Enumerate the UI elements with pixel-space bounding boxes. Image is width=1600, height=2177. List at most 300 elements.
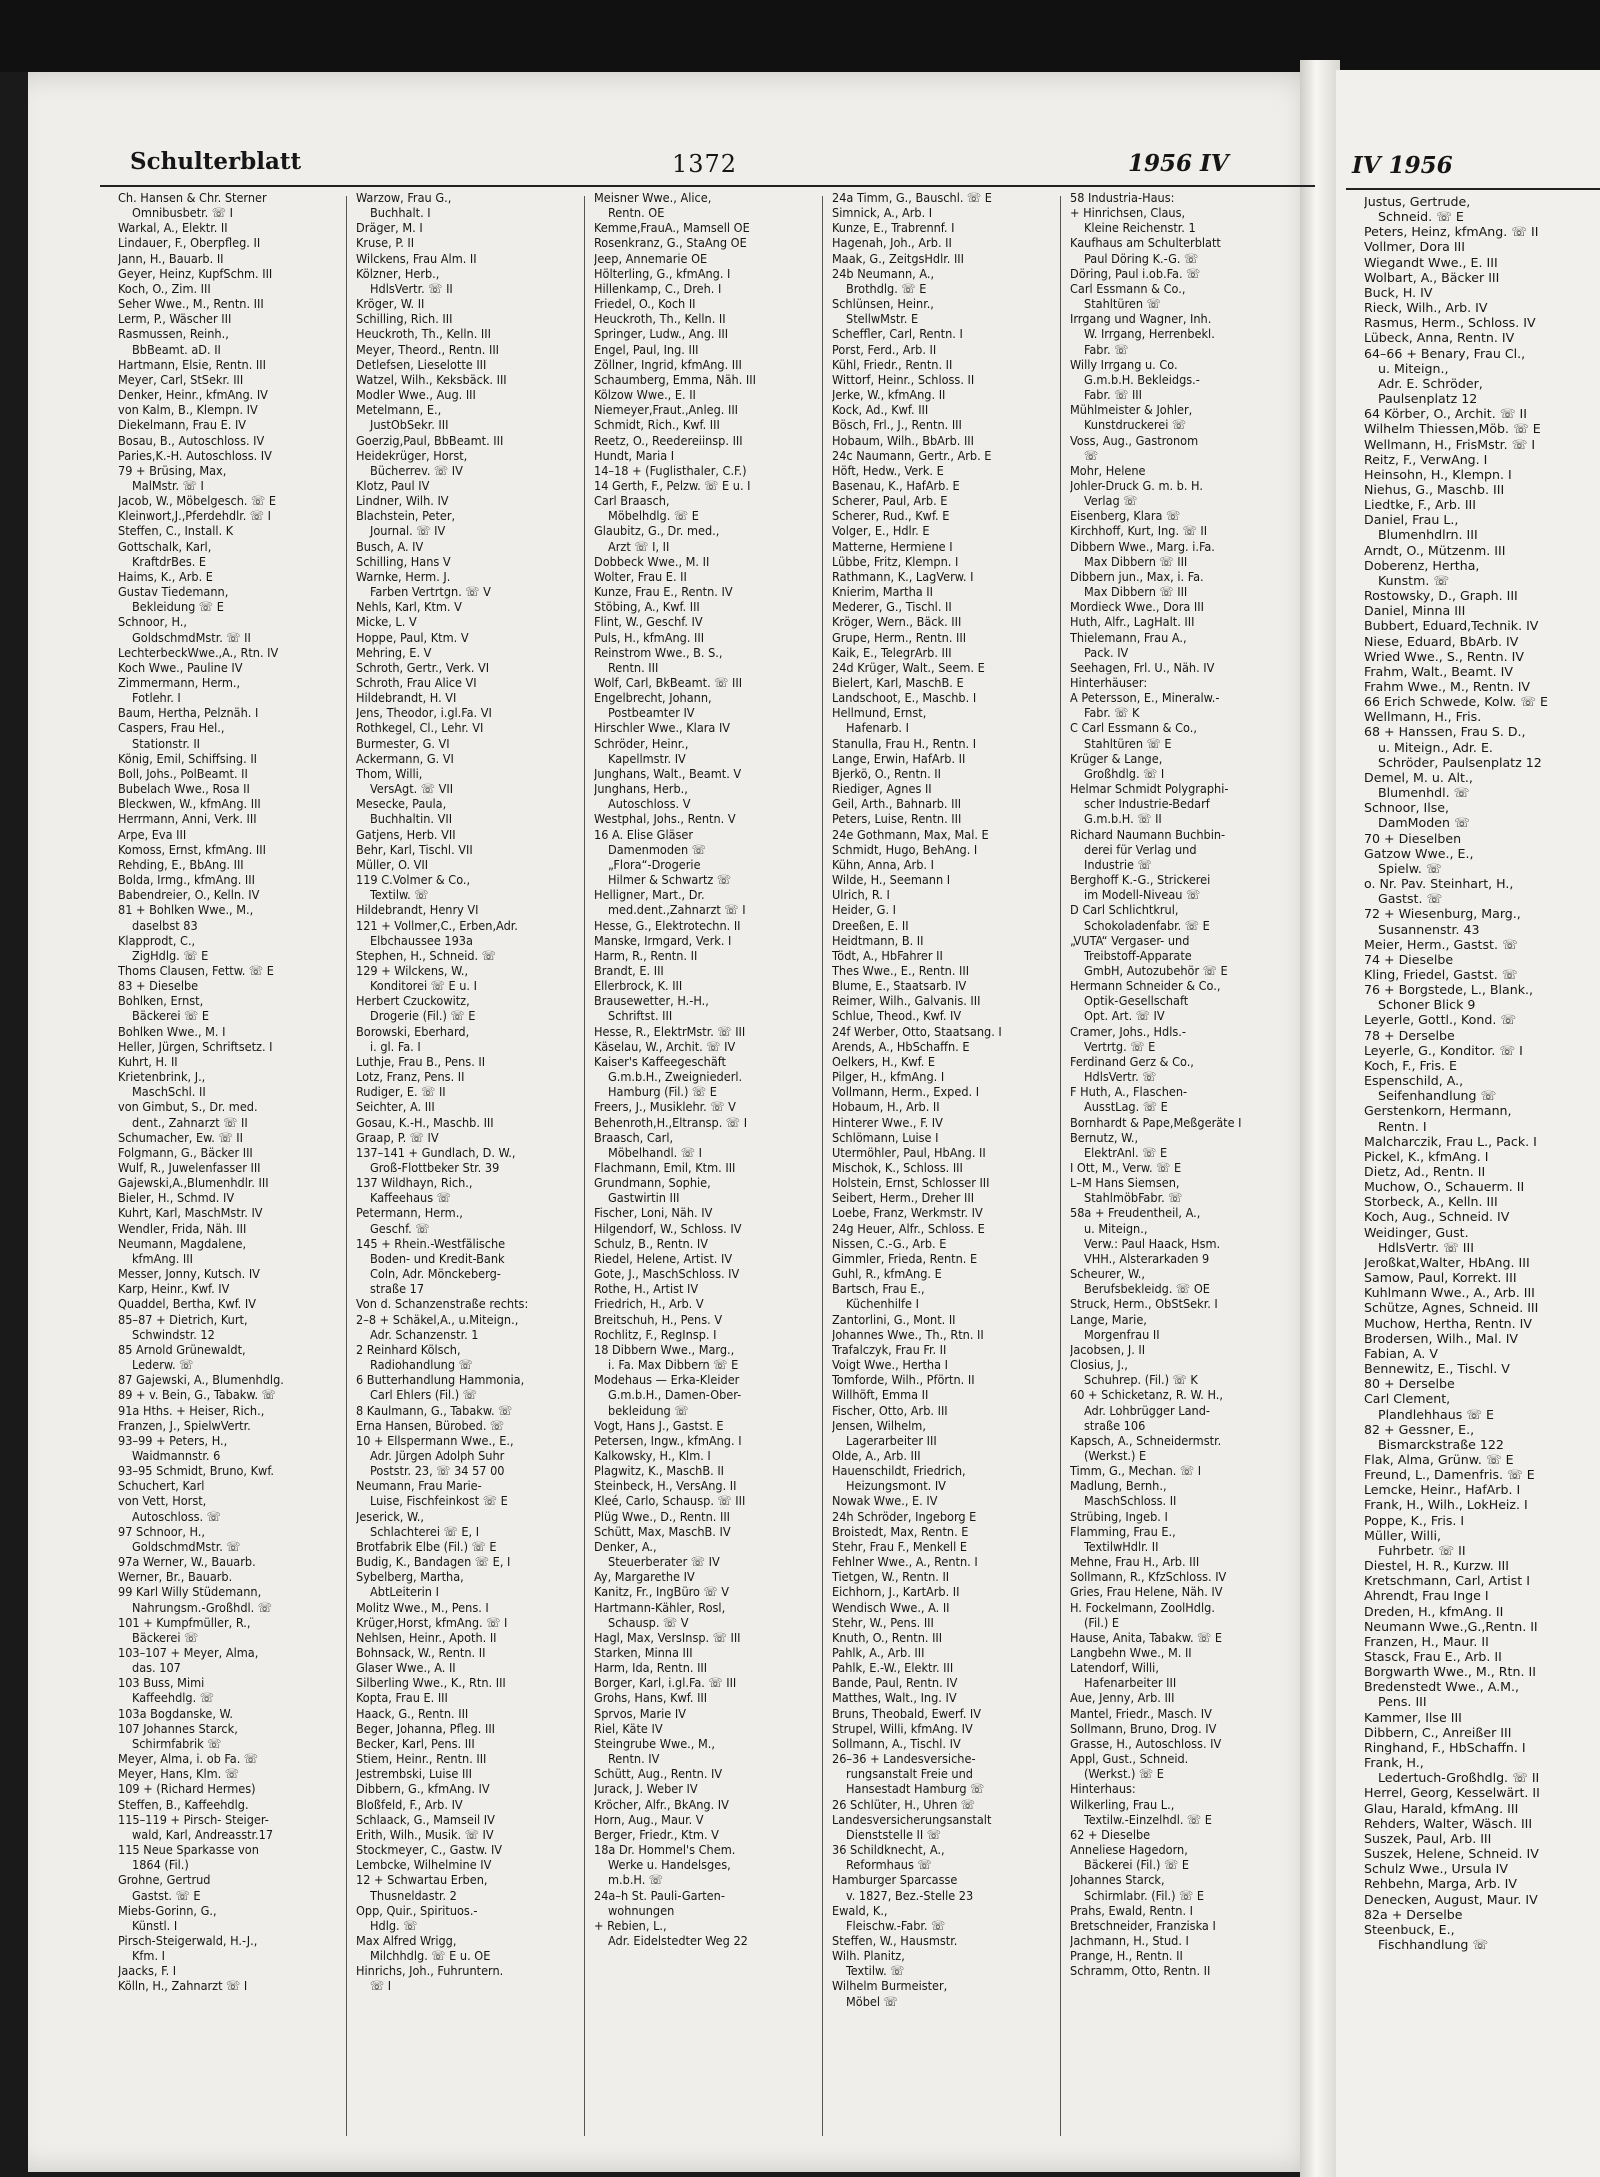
directory-entry: Hirschler Wwe., Klara IV bbox=[594, 720, 731, 736]
directory-entry: Frank, H., Wilh., LokHeiz. I bbox=[1364, 1497, 1528, 1513]
directory-entry: derei für Verlag und bbox=[1084, 841, 1197, 857]
directory-entry: Geschf. ☏ bbox=[370, 1220, 430, 1236]
directory-entry: Lemcke, Heinr., HafArb. I bbox=[1364, 1482, 1521, 1498]
directory-entry: Huth, Alfr., LagHalt. III bbox=[1070, 614, 1195, 630]
directory-entry: Dreden, H., kfmAng. II bbox=[1364, 1603, 1504, 1619]
directory-entry: Elbchaussee 193a bbox=[370, 932, 473, 948]
directory-entry: Freund, L., Damenfris. ☏ E bbox=[1364, 1467, 1535, 1483]
directory-entry: Strupel, Willi, kfmAng. IV bbox=[832, 1720, 973, 1736]
directory-entry: Hansestadt Hamburg ☏ bbox=[846, 1781, 985, 1797]
directory-entry: Gustav Tiedemann, bbox=[118, 584, 229, 600]
directory-entry: Borger, Karl, i.gl.Fa. ☏ III bbox=[594, 1675, 737, 1691]
directory-entry: Madlung, Bernh., bbox=[1070, 1478, 1167, 1494]
directory-entry: Kuhrt, Karl, MaschMstr. IV bbox=[118, 1205, 263, 1221]
directory-entry: Höft, Hedw., Verk. E bbox=[832, 462, 944, 478]
directory-entry: Schröder, Paulsenplatz 12 bbox=[1378, 754, 1542, 770]
directory-entry: Modler Wwe., Aug. III bbox=[356, 387, 476, 403]
directory-entry: Broistedt, Max, Rentn. E bbox=[832, 1523, 969, 1539]
directory-entry: G.m.b.H., Zweigniederl. bbox=[608, 1069, 743, 1085]
directory-entry: Kapellmstr. IV bbox=[608, 750, 686, 766]
directory-entry: bekleidung ☏ bbox=[608, 1402, 689, 1418]
directory-entry: Klotz, Paul IV bbox=[356, 477, 430, 493]
directory-entry: Friedel, O., Koch II bbox=[594, 296, 696, 312]
directory-entry: Kaiser's Kaffeegeschäft bbox=[594, 1053, 726, 1069]
directory-entry: 97a Werner, W., Bauarb. bbox=[118, 1554, 256, 1570]
directory-entry: Cramer, Johs., Hdls.- bbox=[1070, 1023, 1186, 1039]
directory-entry: Appl, Gust., Schneid. bbox=[1070, 1751, 1189, 1767]
directory-entry: 87 Gajewski, A., Blumenhdlg. bbox=[118, 1372, 284, 1388]
directory-entry: Bäckerei (Fil.) ☏ E bbox=[1084, 1857, 1189, 1873]
directory-entry: das. 107 bbox=[132, 1660, 181, 1676]
directory-entry: Puls, H., kfmAng. III bbox=[594, 629, 705, 645]
directory-entry: Eisenberg, Klara ☏ bbox=[1070, 508, 1181, 524]
directory-entry: Kling, Friedel, Gastst. ☏ bbox=[1364, 966, 1518, 982]
directory-entry: Bekleidung ☏ E bbox=[132, 599, 224, 615]
directory-entry: 26–36 + Landesversiche- bbox=[832, 1751, 976, 1767]
directory-entry: König, Emil, Schiffsing. II bbox=[118, 750, 257, 766]
directory-entry: Stasck, Frau E., Arb. II bbox=[1364, 1649, 1502, 1664]
directory-entry: ZigHdlg. ☏ E bbox=[132, 947, 209, 963]
directory-entry: Kleé, Carlo, Schausp. ☏ III bbox=[594, 1493, 746, 1509]
directory-entry: Paulsenplatz 12 bbox=[1378, 391, 1478, 407]
directory-entry: 121 + Vollmer,C., Erben,Adr. bbox=[356, 917, 518, 933]
directory-entry: Leyerle, Gottl., Kond. ☏ bbox=[1364, 1012, 1517, 1028]
directory-entry: Dienststelle II ☏ bbox=[846, 1826, 942, 1842]
directory-entry: Steffen, C., Install. K bbox=[118, 523, 234, 539]
directory-entry: Erna Hansen, Bürobed. ☏ bbox=[356, 1417, 505, 1433]
directory-entry: Gastwirtin III bbox=[608, 1190, 680, 1206]
directory-entry: G.m.b.H. Bekleidgs.- bbox=[1084, 371, 1200, 387]
directory-entry: Brodersen, Wilh., Mal. IV bbox=[1364, 1330, 1519, 1346]
directory-entry: Hafenarbeiter III bbox=[1084, 1675, 1177, 1691]
directory-entry: Bismarckstraße 122 bbox=[1378, 1436, 1504, 1452]
directory-entry: Hinrichs, Joh., Fuhruntern. bbox=[356, 1963, 504, 1979]
directory-entry: TextilwHdlr. II bbox=[1084, 1538, 1159, 1554]
directory-entry: Franzen, J., SpielwVertr. bbox=[118, 1417, 251, 1433]
directory-entry: Kaffeehdlg. ☏ bbox=[132, 1690, 214, 1706]
directory-entry: VHH., Alsterarkaden 9 bbox=[1084, 1250, 1210, 1266]
directory-entry: Westphal, Johs., Rentn. V bbox=[594, 811, 736, 827]
directory-entry: 91a Hths. + Heiser, Rich., bbox=[118, 1402, 265, 1418]
directory-entry: Herbert Czuckowitz, bbox=[356, 993, 470, 1009]
directory-entry: Textilw. ☏ bbox=[370, 887, 429, 903]
directory-entry: DamModen ☏ bbox=[1378, 815, 1470, 831]
directory-entry: im Modell-Niveau ☏ bbox=[1084, 887, 1201, 903]
directory-column-2 bbox=[356, 190, 572, 2150]
column-divider bbox=[346, 196, 347, 2136]
directory-entry: Bernutz, W., bbox=[1070, 1129, 1139, 1145]
directory-entry: Kopta, Frau E. III bbox=[356, 1690, 448, 1706]
directory-entry: Blumenhdlrn. III bbox=[1378, 527, 1478, 543]
directory-entry: Voss, Aug., Gastronom bbox=[1070, 432, 1199, 448]
directory-entry: Borgwarth Wwe., M., Rtn. II bbox=[1364, 1664, 1536, 1680]
directory-entry: Haack, G., Rentn. III bbox=[356, 1705, 469, 1721]
directory-entry: Petersen, Ingw., kfmAng. I bbox=[594, 1432, 742, 1448]
directory-entry: Willhöft, Emma II bbox=[832, 1387, 929, 1403]
directory-entry: Neumann, Frau Marie- bbox=[356, 1478, 482, 1494]
directory-entry: Burmester, G. VI bbox=[356, 735, 450, 751]
directory-entry: Mehring, E. V bbox=[356, 644, 432, 660]
directory-entry: Seichter, A. III bbox=[356, 1099, 435, 1115]
directory-entry: Mühlmeister & Johler, bbox=[1070, 402, 1193, 418]
directory-entry: Schmidt, Rich., Kwf. III bbox=[594, 417, 720, 433]
directory-entry: Steuerberater ☏ IV bbox=[608, 1554, 720, 1570]
directory-entry: VersAgt. ☏ VII bbox=[370, 781, 454, 797]
directory-entry: Sollmann, A., Tischl. IV bbox=[832, 1735, 961, 1751]
directory-entry: Meyer, Hans, Klm. ☏ bbox=[118, 1766, 239, 1782]
directory-entry: 107 Johannes Starck, bbox=[118, 1720, 238, 1736]
directory-entry: Bieler, H., Schmd. IV bbox=[118, 1190, 235, 1206]
directory-entry: A Petersson, E., Mineralw.- bbox=[1070, 690, 1220, 706]
directory-entry: 24f Werber, Otto, Staatsang. I bbox=[832, 1023, 1002, 1039]
directory-entry: Freers, J., Musiklehr. ☏ V bbox=[594, 1099, 736, 1115]
directory-entry: Neumann, Magdalene, bbox=[118, 1235, 247, 1251]
directory-entry: 103 Buss, Mimi bbox=[118, 1675, 205, 1691]
directory-entry: Schirmlabr. (Fil.) ☏ E bbox=[1084, 1887, 1205, 1903]
directory-entry: Lederw. ☏ bbox=[132, 1357, 194, 1373]
directory-entry: Schokoladenfabr. ☏ E bbox=[1084, 917, 1210, 933]
directory-entry: 145 + Rhein.-Westfälische bbox=[356, 1235, 506, 1251]
directory-entry: Lange, Marie, bbox=[1070, 1311, 1147, 1327]
directory-entry: Samow, Paul, Korrekt. III bbox=[1364, 1270, 1517, 1286]
directory-entry: Heller, Jürgen, Schriftsetz. I bbox=[118, 1038, 273, 1054]
directory-entry: Franzen, H., Maur. II bbox=[1364, 1633, 1489, 1649]
directory-entry: 115 Neue Sparkasse von bbox=[118, 1842, 259, 1858]
directory-entry: Hinterhäuser: bbox=[1070, 675, 1148, 690]
directory-entry: Matterne, Hermiene I bbox=[832, 538, 953, 554]
directory-entry: Wilckens, Frau Alm. II bbox=[356, 250, 477, 266]
directory-entry: Pirsch-Steigerwald, H.-J., bbox=[118, 1932, 258, 1948]
directory-entry: Kaffeehaus ☏ bbox=[370, 1190, 451, 1206]
directory-entry: Schlue, Theod., Kwf. IV bbox=[832, 1008, 962, 1024]
directory-entry: Luise, Fischfeinkost ☏ E bbox=[370, 1493, 508, 1509]
directory-entry: Suszek, Paul, Arb. III bbox=[1364, 1830, 1492, 1846]
directory-entry: Großhdlg. ☏ I bbox=[1084, 765, 1165, 781]
directory-entry: Hesse, G., Elektrotechn. II bbox=[594, 917, 741, 933]
directory-entry: Kunstm. ☏ bbox=[1378, 572, 1450, 588]
directory-entry: Heider, G. I bbox=[832, 902, 896, 918]
directory-entry: ☏ bbox=[1084, 447, 1099, 463]
directory-entry: 115–119 + Pirsch- Steiger- bbox=[118, 1811, 269, 1827]
directory-entry: Lindauer, F., Oberpfleg. II bbox=[118, 235, 261, 251]
directory-entry: 24e Gothmann, Max, Mal. E bbox=[832, 826, 989, 842]
directory-entry: Nissen, C.-G., Arb. E bbox=[832, 1235, 947, 1251]
directory-entry: Berghoff K.-G., Strickerei bbox=[1070, 872, 1211, 888]
directory-entry: Gastst. ☏ E bbox=[132, 1887, 201, 1903]
column-divider bbox=[822, 196, 823, 2136]
directory-entry: Morgenfrau II bbox=[1084, 1326, 1160, 1342]
directory-entry: MalMstr. ☏ I bbox=[132, 477, 204, 493]
directory-entry: Koch, F., Fris. E bbox=[1364, 1057, 1458, 1073]
directory-entry: Waidmannstr. 6 bbox=[132, 1447, 221, 1463]
directory-entry: Manske, Irmgard, Verk. I bbox=[594, 932, 732, 948]
directory-entry: Bloßfeld, F., Arb. IV bbox=[356, 1796, 463, 1812]
directory-entry: Seehagen, Frl. U., Näh. IV bbox=[1070, 659, 1215, 675]
directory-entry: Gastst. ☏ bbox=[1378, 891, 1443, 907]
directory-entry: Konditorei ☏ E u. I bbox=[370, 978, 477, 994]
directory-entry: Textilw.-Einzelhdl. ☏ E bbox=[1084, 1811, 1212, 1827]
directory-entry: Meier, Herm., Gastst. ☏ bbox=[1364, 936, 1518, 952]
directory-entry: Ch. Hansen & Chr. Sterner bbox=[118, 190, 267, 205]
directory-entry: Jaacks, F. I bbox=[118, 1963, 177, 1979]
directory-entry: Schlachterei ☏ E, I bbox=[370, 1523, 480, 1539]
directory-entry: straße 17 bbox=[370, 1281, 425, 1297]
directory-entry: Simnick, A., Arb. I bbox=[832, 205, 933, 221]
directory-entry: Poppe, K., Fris. I bbox=[1364, 1512, 1465, 1528]
directory-entry: Küchenhilfe I bbox=[846, 1296, 919, 1312]
directory-entry: 83 + Dieselbe bbox=[118, 978, 199, 994]
directory-entry: Fabr. ☏ K bbox=[1084, 705, 1140, 721]
directory-entry: Blumenhdl. ☏ bbox=[1378, 785, 1470, 801]
directory-entry: Mantel, Friedr., Masch. IV bbox=[1070, 1705, 1212, 1721]
directory-entry: Lindner, Wilh. IV bbox=[356, 493, 449, 509]
directory-entry: Fischer, Loni, Näh. IV bbox=[594, 1205, 713, 1221]
directory-entry: Schnoor, Ilse, bbox=[1364, 800, 1450, 816]
directory-entry: Arends, A., HbSchaffn. E bbox=[832, 1038, 970, 1054]
directory-entry: u. Miteign., bbox=[1378, 360, 1449, 376]
directory-entry: Scheffler, Carl, Rentn. I bbox=[832, 326, 963, 342]
directory-entry: Wellmann, H., Fris. bbox=[1364, 709, 1482, 725]
directory-entry: Schriftst. III bbox=[608, 1008, 673, 1024]
directory-entry: Meisner Wwe., Alice, bbox=[594, 190, 712, 205]
directory-entry: Hilmer & Schwartz ☏ bbox=[608, 872, 732, 888]
directory-entry: 109 + (Richard Hermes) bbox=[118, 1781, 256, 1797]
directory-entry: Luthje, Frau B., Pens. II bbox=[356, 1053, 486, 1069]
directory-entry: Sybelberg, Martha, bbox=[356, 1569, 464, 1585]
directory-entry: Herrmann, Anni, Verk. III bbox=[118, 811, 257, 827]
directory-entry: Rathmann, K., LagVerw. I bbox=[832, 568, 974, 584]
directory-entry: Meyer, Theord., Rentn. III bbox=[356, 341, 499, 357]
directory-entry: GoldschmdMstr. ☏ II bbox=[132, 629, 251, 645]
directory-entry: Detlefsen, Lieselotte III bbox=[356, 356, 487, 372]
directory-entry: Bubbert, Eduard,Technik. IV bbox=[1364, 618, 1539, 634]
directory-entry: 82 + Gessner, E., bbox=[1364, 1421, 1475, 1437]
directory-entry: 2 Reinhard Kölsch, bbox=[356, 1341, 461, 1357]
directory-entry: Peters, Heinz, kfmAng. ☏ II bbox=[1364, 224, 1539, 240]
directory-entry: Jacobsen, J. II bbox=[1070, 1341, 1146, 1357]
directory-entry: 79 + Brüsing, Max, bbox=[118, 462, 227, 478]
directory-entry: Bjerkö, O., Rentn. II bbox=[832, 765, 941, 781]
directory-entry: Fehlner Wwe., A., Rentn. I bbox=[832, 1554, 978, 1570]
directory-entry: Stehr, Frau F., Menkell E bbox=[832, 1538, 967, 1554]
directory-entry: 103–107 + Meyer, Alma, bbox=[118, 1645, 259, 1660]
directory-entry: Thes Wwe., E., Rentn. III bbox=[832, 962, 970, 978]
directory-entry: Schuhrep. (Fil.) ☏ K bbox=[1084, 1372, 1198, 1388]
directory-entry: Jann, H., Bauarb. II bbox=[118, 250, 224, 266]
directory-entry: Johannes Starck, bbox=[1070, 1872, 1165, 1888]
directory-entry: Kröger, Wern., Bäck. III bbox=[832, 614, 962, 630]
directory-entry: Quaddel, Bertha, Kwf. IV bbox=[118, 1296, 256, 1312]
directory-entry: 80 + Derselbe bbox=[1364, 1376, 1455, 1392]
directory-entry: Fabian, A. V bbox=[1364, 1345, 1439, 1361]
directory-entry: 68 + Hanssen, Frau S. D., bbox=[1364, 724, 1526, 740]
directory-entry: Denker, Heinr., kfmAng. IV bbox=[118, 387, 268, 403]
directory-entry: Tietgen, W., Rentn. II bbox=[832, 1569, 950, 1585]
directory-entry: 24g Heuer, Alfr., Schloss. E bbox=[832, 1220, 985, 1236]
directory-entry: + Hinrichsen, Claus, bbox=[1070, 205, 1186, 221]
directory-entry: 8 Kaulmann, G., Tabakw. ☏ bbox=[356, 1402, 513, 1418]
directory-entry: Wilhelm Thiessen,Möb. ☏ E bbox=[1364, 421, 1541, 437]
directory-entry: 24b Neumann, A., bbox=[832, 265, 935, 281]
directory-entry: Thom, Willi, bbox=[356, 765, 423, 781]
directory-entry: Kaufhaus am Schulterblatt bbox=[1070, 235, 1221, 251]
directory-entry: Knierim, Martha II bbox=[832, 584, 933, 600]
directory-entry: Jerke, W., kfmAng. II bbox=[832, 387, 946, 403]
directory-entry: Groß-Flottbeker Str. 39 bbox=[370, 1160, 500, 1175]
directory-entry: Adr. Lohbrügger Land- bbox=[1084, 1402, 1210, 1418]
directory-entry: Paul Döring K.-G. ☏ bbox=[1084, 250, 1199, 266]
directory-entry: Möbel ☏ bbox=[846, 1993, 898, 2009]
directory-entry: Kemme,FrauA., Mamsell OE bbox=[594, 220, 750, 236]
directory-entry: LechterbeckWwe.,A., Rtn. IV bbox=[118, 644, 279, 660]
directory-entry: Rasmus, Herm., Schloss. IV bbox=[1364, 315, 1536, 331]
directory-entry: Fischhandlung ☏ bbox=[1378, 1936, 1489, 1952]
directory-entry: Mederer, G., Tischl. II bbox=[832, 599, 952, 615]
directory-entry: Kuhlmann Wwe., A., Arb. III bbox=[1364, 1285, 1535, 1301]
directory-entry: Rudiger, E. ☏ II bbox=[356, 1084, 446, 1100]
directory-entry: Rentn. IV bbox=[608, 1751, 660, 1767]
directory-entry: Engelbrecht, Johann, bbox=[594, 690, 712, 706]
directory-entry: Künstl. I bbox=[132, 1917, 178, 1933]
directory-entry: Graap, P. ☏ IV bbox=[356, 1129, 439, 1145]
directory-entry: Bretschneider, Franziska I bbox=[1070, 1917, 1216, 1933]
directory-entry: Hundt, Maria I bbox=[594, 447, 675, 463]
directory-entry: Basenau, K., HafArb. E bbox=[832, 477, 960, 493]
directory-entry: Treibstoff-Apparate bbox=[1084, 947, 1192, 963]
directory-entry: Johannes Wwe., Th., Rtn. II bbox=[832, 1326, 984, 1342]
directory-entry: Journal. ☏ IV bbox=[370, 523, 446, 539]
directory-entry: Max Alfred Wrigg, bbox=[356, 1932, 457, 1948]
directory-entry: Modehaus — Erka-Kleider bbox=[594, 1372, 740, 1388]
directory-entry: Arzt ☏ I, II bbox=[608, 538, 670, 554]
directory-entry: Nowak Wwe., E. IV bbox=[832, 1493, 938, 1509]
directory-entry: 2–8 + Schäkel,A., u.Miteign., bbox=[356, 1311, 519, 1327]
directory-entry: Gote, J., MaschSchloss. IV bbox=[594, 1266, 740, 1282]
directory-entry: Ferdinand Gerz & Co., bbox=[1070, 1053, 1194, 1069]
directory-entry: Kölln, H., Zahnarzt ☏ I bbox=[118, 1978, 248, 1994]
directory-entry: 64–66 + Benary, Frau Cl., bbox=[1364, 345, 1526, 361]
directory-entry: wohnungen bbox=[608, 1902, 675, 1918]
directory-entry: Müller, O. VII bbox=[356, 856, 429, 872]
directory-entry: Wolf, Carl, BkBeamt. ☏ III bbox=[594, 675, 743, 690]
directory-entry: Schütt, Max, MaschB. IV bbox=[594, 1523, 731, 1539]
directory-entry: Spielw. ☏ bbox=[1378, 860, 1442, 876]
directory-entry: Rentn. I bbox=[1378, 1118, 1427, 1134]
directory-entry: Steingrube Wwe., M., bbox=[594, 1735, 715, 1751]
directory-entry: 14 Gerth, F., Pelzw. ☏ E u. I bbox=[594, 477, 751, 493]
directory-entry: Becker, Karl, Pens. III bbox=[356, 1735, 475, 1751]
directory-entry: Harm, R., Rentn. II bbox=[594, 947, 698, 963]
directory-entry: Bolda, Irmg., kfmAng. III bbox=[118, 872, 255, 888]
directory-entry: Döring, Paul i.ob.Fa. ☏ bbox=[1070, 265, 1201, 281]
directory-entry: Mesecke, Paula, bbox=[356, 796, 447, 812]
directory-entry: Bruns, Theobald, Ewerf. IV bbox=[832, 1705, 981, 1721]
directory-entry: Niemeyer,Fraut.,Anleg. III bbox=[594, 402, 739, 418]
directory-entry: Oelkers, H., Kwf. E bbox=[832, 1053, 936, 1069]
directory-entry: „Flora“-Drogerie bbox=[608, 856, 701, 872]
directory-entry: Schuchert, Karl bbox=[118, 1478, 205, 1494]
directory-entry: Bösch, Frl., J., Rentn. III bbox=[832, 417, 962, 433]
directory-entry: Kleine Reichenstr. 1 bbox=[1084, 220, 1196, 236]
directory-entry: ElektrAnl. ☏ E bbox=[1084, 1144, 1168, 1160]
directory-entry: 16 A. Elise Gläser bbox=[594, 826, 694, 842]
directory-entry: KraftdrBes. E bbox=[132, 553, 207, 569]
directory-entry: Gajewski,A.,Blumenhdlr. III bbox=[118, 1175, 269, 1191]
directory-entry: Schaumberg, Emma, Näh. III bbox=[594, 371, 756, 387]
directory-entry: Hilgendorf, W., Schloss. IV bbox=[594, 1220, 742, 1236]
directory-entry: Sprvos, Marie IV bbox=[594, 1705, 686, 1721]
directory-entry: Pens. III bbox=[1378, 1694, 1427, 1710]
directory-entry: Pilger, H., kfmAng. I bbox=[832, 1069, 945, 1085]
directory-entry: Glaubitz, G., Dr. med., bbox=[594, 523, 720, 539]
directory-entry: Coln, Adr. Mönckeberg- bbox=[370, 1266, 501, 1282]
directory-entry: Reformhaus ☏ bbox=[846, 1857, 932, 1873]
book-gutter bbox=[1300, 60, 1340, 2177]
directory-entry: 119 C.Volmer & Co., bbox=[356, 872, 471, 888]
directory-entry: L–M Hans Siemsen, bbox=[1070, 1175, 1180, 1191]
directory-entry: 81 + Bohlken Wwe., M., bbox=[118, 902, 254, 918]
directory-entry: Omnibusbetr. ☏ I bbox=[132, 205, 233, 221]
directory-entry: Hesse, R., ElektrMstr. ☏ III bbox=[594, 1023, 746, 1039]
directory-entry: Frank, H., bbox=[1364, 1755, 1424, 1771]
directory-entry: Carl Ehlers (Fil.) ☏ bbox=[370, 1387, 477, 1403]
directory-entry: Damenmoden ☏ bbox=[608, 841, 706, 857]
directory-entry: Koch, O., Zim. III bbox=[118, 280, 211, 296]
directory-entry: Warzow, Frau G., bbox=[356, 190, 452, 205]
directory-entry: Gatjens, Herb. VII bbox=[356, 826, 456, 842]
directory-entry: Friedrich, H., Arb. V bbox=[594, 1296, 704, 1312]
directory-entry: Adr. Jürgen Adolph Suhr bbox=[370, 1447, 505, 1463]
directory-entry: Jachmann, H., Stud. I bbox=[1070, 1932, 1189, 1948]
directory-entry: Stockmeyer, C., Gastw. IV bbox=[356, 1842, 503, 1858]
directory-entry: Dräger, M. I bbox=[356, 220, 423, 236]
directory-entry: Suszek, Helene, Schneid. IV bbox=[1364, 1846, 1539, 1862]
directory-entry: Bennewitz, E., Tischl. V bbox=[1364, 1361, 1510, 1377]
directory-entry: Arndt, O., Mützenm. III bbox=[1364, 542, 1506, 558]
directory-entry: Springer, Ludw., Ang. III bbox=[594, 326, 729, 342]
directory-entry: Plandlehhaus ☏ E bbox=[1378, 1406, 1494, 1422]
directory-entry: Buchhaltin. VII bbox=[370, 811, 453, 827]
directory-entry: von Gimbut, S., Dr. med. bbox=[118, 1099, 258, 1115]
directory-entry: 103a Bogdanske, W. bbox=[118, 1705, 233, 1721]
directory-entry: Heuckroth, Th., Kelln. II bbox=[594, 311, 726, 327]
directory-entry: Eichhorn, J., KartArb. II bbox=[832, 1584, 960, 1600]
directory-entry: Plüg Wwe., D., Rentn. III bbox=[594, 1508, 731, 1524]
directory-entry: Gries, Frau Helene, Näh. IV bbox=[1070, 1584, 1223, 1600]
directory-entry: Daniel, Minna III bbox=[1364, 603, 1466, 619]
directory-entry: Hdlg. ☏ bbox=[370, 1917, 418, 1933]
directory-entry: Miebs-Gorinn, G., bbox=[118, 1902, 217, 1918]
directory-entry: Wolbart, A., Bäcker III bbox=[1364, 269, 1500, 285]
directory-entry: Reetz, O., Reedereiinsp. III bbox=[594, 432, 743, 448]
directory-entry: Boden- und Kredit-Bank bbox=[370, 1250, 505, 1266]
running-head-street: Schulterblatt bbox=[130, 148, 302, 175]
directory-entry: (Werkst.) ☏ E bbox=[1084, 1766, 1164, 1782]
directory-entry: Goerzig,Paul, BbBeamt. III bbox=[356, 432, 504, 448]
directory-entry: Closius, J., bbox=[1070, 1357, 1128, 1373]
directory-entry: Wried Wwe., S., Rentn. IV bbox=[1364, 648, 1524, 664]
directory-entry: Kanitz, Fr., IngBüro ☏ V bbox=[594, 1584, 730, 1600]
directory-entry: Starken, Minna III bbox=[594, 1645, 693, 1660]
directory-entry: von Kalm, B., Klempn. IV bbox=[118, 402, 258, 418]
directory-entry: (Fil.) E bbox=[1084, 1614, 1120, 1630]
directory-entry: 24d Krüger, Walt., Seem. E bbox=[832, 659, 985, 675]
directory-entry: Muchow, O., Schauerm. II bbox=[1364, 1179, 1525, 1195]
directory-entry: Petermann, Herm., bbox=[356, 1205, 463, 1221]
directory-entry: Pahlk, E.-W., Elektr. III bbox=[832, 1660, 954, 1676]
directory-entry: Watzel, Wilh., Keksbäck. III bbox=[356, 371, 507, 387]
directory-entry: Stiem, Heinr., Rentn. III bbox=[356, 1751, 487, 1767]
